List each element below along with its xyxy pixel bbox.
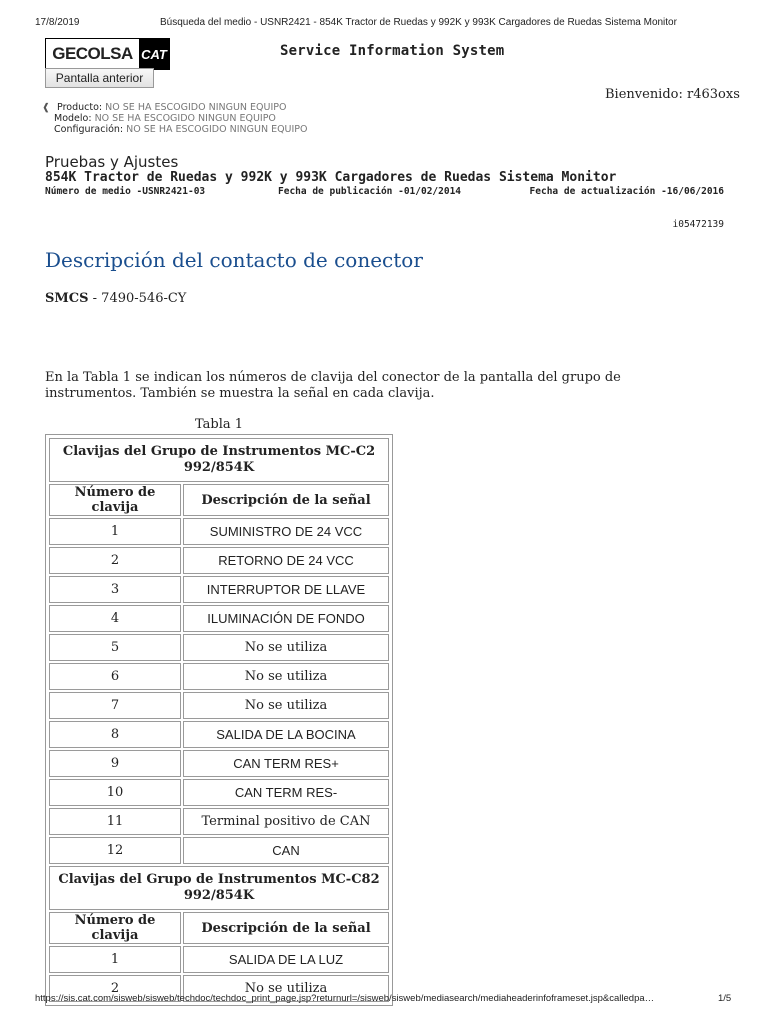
table-row (49, 547, 389, 574)
page-title: Descripción del contacto de conector (45, 248, 423, 272)
smcs-value: - 7490-546-CY (88, 291, 187, 306)
table-row (49, 721, 389, 748)
intro-paragraph: En la Tabla 1 se indican los números de clavija del conector de la pantalla del grupo de instrumentos. También se muestra la señal en cada clavija. (45, 370, 621, 401)
table-row (49, 692, 389, 719)
app-title: Service Information System (280, 43, 505, 59)
signal-cell: SUMINISTRO DE 24 VCC (183, 518, 389, 545)
print-date: 17/8/2019 (35, 17, 80, 28)
smcs-label: SMCS (45, 291, 89, 306)
signal-cell: SALIDA DE LA LUZ (183, 946, 389, 973)
back-button[interactable]: Pantalla anterior (45, 68, 154, 88)
equipment-model (54, 113, 276, 124)
group-header-line1: Clavijas del Grupo de Instrumentos MC-C82 (58, 872, 380, 887)
update-date: Fecha de actualización -16/06/2016 (529, 186, 724, 197)
publish-date: Fecha de publicación -01/02/2014 (278, 186, 462, 197)
pin-cell: 2 (49, 547, 181, 574)
pin-cell: 7 (49, 692, 181, 719)
equipment-product[interactable] (42, 102, 287, 113)
config-value: NO SE HA ESCOGIDO NINGUN EQUIPO (126, 124, 308, 135)
doc-id: i05472139 (672, 219, 724, 230)
logo-cat: CAT (139, 39, 169, 69)
pin-cell: 2 (49, 975, 181, 1002)
product-value: NO SE HA ESCOGIDO NINGUN EQUIPO (105, 102, 287, 113)
signal-cell: CAN TERM RES- (183, 779, 389, 806)
col-pin: Número de clavija (49, 912, 181, 944)
pin-cell: 6 (49, 663, 181, 690)
group-header-row (49, 866, 389, 910)
pin-cell: 4 (49, 605, 181, 632)
config-label: Configuración: (54, 124, 124, 135)
signal-cell: CAN TERM RES+ (183, 750, 389, 777)
product-label: Producto: (57, 102, 103, 113)
signal-cell: ILUMINACIÓN DE FONDO (183, 605, 389, 632)
group-header-row (49, 438, 389, 482)
media-number: Número de medio -USNR2421-03 (45, 186, 206, 197)
logo-brand: GECOLSA (52, 44, 133, 63)
group-header-line2: 992/854K (183, 460, 255, 475)
pin-cell: 11 (49, 808, 181, 835)
pin-cell: 5 (49, 634, 181, 661)
signal-cell: No se utiliza (183, 663, 389, 690)
table-row (49, 808, 389, 835)
signal-cell: No se utiliza (183, 975, 389, 1002)
footer-page-number: 1/5 (718, 993, 732, 1004)
back-arrow-icon[interactable]: ❰ (42, 102, 50, 113)
signal-cell: SALIDA DE LA BOCINA (183, 721, 389, 748)
group-header (49, 866, 389, 910)
smcs (45, 291, 186, 306)
signal-cell: CAN (183, 837, 389, 864)
table-row (49, 605, 389, 632)
signal-cell: Terminal positivo de CAN (183, 808, 389, 835)
doc-type: Pruebas y Ajustes (45, 153, 179, 171)
gecolsa-cat-logo (45, 38, 170, 70)
table-row (49, 576, 389, 603)
signal-cell: No se utiliza (183, 634, 389, 661)
col-pin: Número de clavija (49, 484, 181, 516)
column-header-row (49, 912, 389, 944)
table-row (49, 837, 389, 864)
signal-cell: RETORNO DE 24 VCC (183, 547, 389, 574)
group-header (49, 438, 389, 482)
table-row (49, 946, 389, 973)
pin-cell: 10 (49, 779, 181, 806)
pin-cell: 3 (49, 576, 181, 603)
group-header-line2: 992/854K (183, 888, 255, 903)
signal-cell: INTERRUPTOR DE LLAVE (183, 576, 389, 603)
group-header-line1: Clavijas del Grupo de Instrumentos MC-C2 (62, 444, 376, 459)
pin-cell: 1 (49, 946, 181, 973)
doc-subtitle: 854K Tractor de Ruedas y 992K y 993K Cargadores de Ruedas Sistema Monitor (45, 170, 617, 185)
pin-cell: 12 (49, 837, 181, 864)
table-row (49, 663, 389, 690)
welcome-text: Bienvenido: r463oxs (605, 87, 740, 102)
equipment-config (54, 124, 308, 135)
print-title: Búsqueda del medio - USNR2421 - 854K Tractor de Ruedas y 992K y 993K Cargadores de Ruedas Sistema Monitor (160, 17, 677, 28)
table-row (49, 779, 389, 806)
pin-table (45, 434, 393, 1006)
pin-cell: 8 (49, 721, 181, 748)
col-signal: Descripción de la señal (183, 912, 389, 944)
pin-cell: 9 (49, 750, 181, 777)
column-header-row (49, 484, 389, 516)
table-caption: Tabla 1 (194, 417, 244, 432)
table-row (49, 750, 389, 777)
model-label: Modelo: (54, 113, 92, 124)
pin-cell: 1 (49, 518, 181, 545)
table-row (49, 518, 389, 545)
table-row (49, 634, 389, 661)
col-signal: Descripción de la señal (183, 484, 389, 516)
footer-url: https://sis.cat.com/sisweb/sisweb/techdoc/techdoc_print_page.jsp?returnurl=/sisweb/sisweb/mediasearch/mediaheaderinfoframeset.jsp&calledpa… (35, 993, 655, 1004)
signal-cell: No se utiliza (183, 692, 389, 719)
model-value: NO SE HA ESCOGIDO NINGUN EQUIPO (94, 113, 276, 124)
